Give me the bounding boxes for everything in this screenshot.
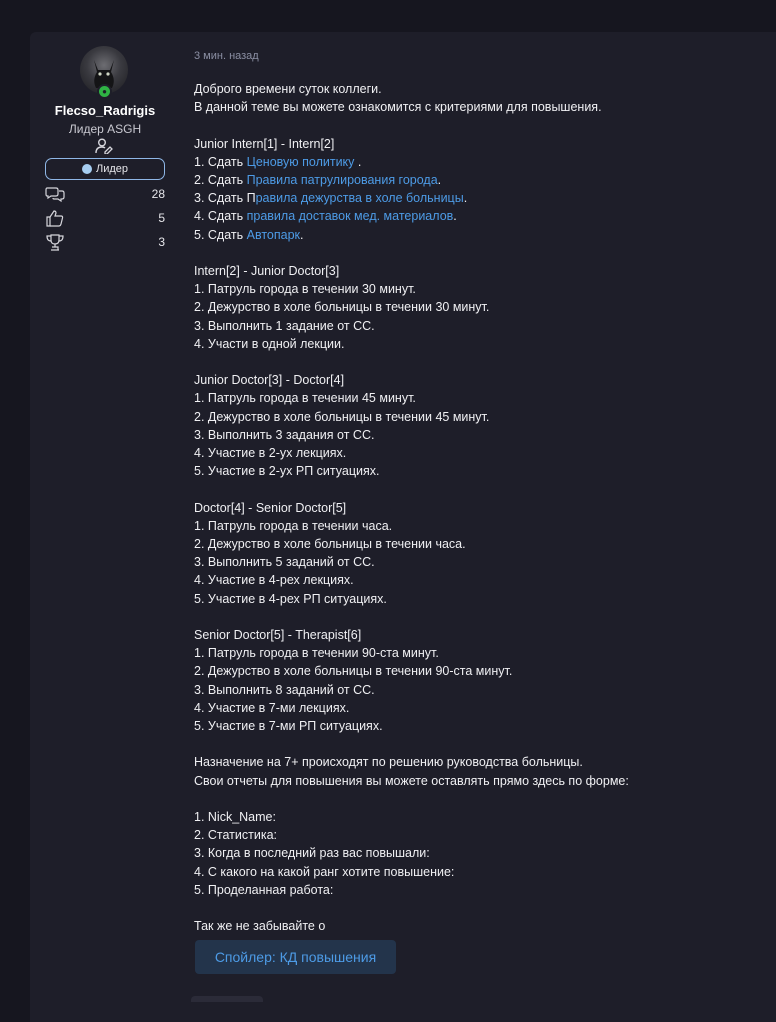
form-line: 5. Проделанная работа: [194, 882, 334, 897]
list-item: 1. Патруль города в течении 30 минут. [194, 282, 416, 297]
user-title: Лидер ASGH [68, 122, 142, 136]
user-badge [45, 158, 165, 180]
list-item: 1. Патруль города в течении часа. [194, 518, 393, 533]
price-policy-link[interactable]: Ценовую политику [246, 154, 355, 169]
user-edit-icon [95, 138, 113, 154]
trophy-icon [45, 233, 65, 251]
list-item: 3. Сдать Правила дежурства в холе больницы. [194, 191, 468, 206]
section-heading: Intern[2] - Junior Doctor[3] [194, 264, 340, 278]
messages-icon [45, 185, 65, 203]
section-heading: Doctor[4] - Senior Doctor[5] [194, 500, 347, 515]
list-item: 4. Сдать правила доставок мед. материалов. [194, 209, 457, 224]
spoiler-button[interactable]: Спойлер: КД повышения [195, 940, 396, 974]
list-item: 1. Сдать Ценовую политику . [194, 154, 362, 169]
list-item: 5. Участие в 2-ух РП ситуациях. [194, 464, 380, 479]
intro-line: В данной теме вы можете ознакомится с критериями для повышения. [194, 100, 602, 115]
closing-line: Так же не забывайте о [194, 919, 326, 934]
intro-line: Доброго времени суток коллеги. [194, 82, 382, 96]
stat-messages [45, 184, 165, 204]
form-line: 1. Nick_Name: [194, 810, 276, 825]
list-item: 3. Выполнить 1 задание от СС. [194, 318, 375, 333]
list-item: 5. Участие в 7-ми РП ситуациях. [194, 719, 383, 734]
online-status-indicator [97, 84, 112, 99]
stat-trophies [45, 232, 165, 252]
thumbs-up-icon [45, 209, 65, 227]
list-item: 4. Участи в одной лекции. [194, 336, 345, 351]
next-element-stub [191, 996, 263, 1002]
list-item: 3. Выполнить 3 задания от СС. [194, 427, 375, 442]
form-line: 2. Статистика: [194, 828, 278, 843]
list-item: 5. Участие в 4-рех РП ситуациях. [194, 591, 387, 606]
username[interactable]: Flecso_Radrigis [54, 103, 156, 118]
note-line: Назначение на 7+ происходят по решению руководства больницы. [194, 755, 583, 770]
section-heading: Junior Doctor[3] - Doctor[4] [194, 373, 345, 388]
list-item: 4. Участие в 4-рех лекциях. [194, 573, 354, 588]
patrol-rules-link[interactable]: Правила патрулирования города [246, 173, 438, 187]
duty-rules-link[interactable]: равила дежурства в холе больницы [255, 191, 464, 206]
list-item: 2. Дежурство в холе больницы в течении часа. [194, 537, 466, 552]
vehicle-fleet-link[interactable]: Автопарк [246, 227, 300, 242]
online-status-icon: ● [99, 86, 110, 97]
note-line: Свои отчеты для повышения вы можете оставлять прямо здесь по форме: [194, 773, 629, 788]
delivery-rules-link[interactable]: правила доставок мед. материалов [246, 209, 454, 224]
badge-dot-icon [82, 164, 92, 174]
list-item: 4. Участие в 7-ми лекциях. [194, 700, 350, 715]
list-item: 2. Дежурство в холе больницы в течении 45 минут. [194, 409, 490, 424]
form-line: 3. Когда в последний раз вас повышали: [194, 846, 430, 861]
list-item: 4. Участие в 2-ух лекциях. [194, 446, 347, 461]
post-body [194, 80, 774, 935]
list-item: 2. Сдать Правила патрулирования города. [194, 173, 442, 187]
stat-messages-value: 28 [151, 187, 165, 201]
stat-trophies-value: 3 [158, 235, 165, 249]
section-heading: Junior Intern[1] - Intern[2] [194, 136, 335, 151]
list-item: 5. Сдать Автопарк. [194, 227, 304, 242]
list-item: 3. Выполнить 8 заданий от СС. [194, 682, 375, 697]
list-item: 1. Патруль города в течении 90-ста минут. [194, 646, 439, 661]
forum-post [30, 32, 776, 1022]
section-heading: Senior Doctor[5] - Therapist[6] [194, 628, 362, 643]
list-item: 2. Дежурство в холе больницы в течении 90-ста минут. [194, 664, 513, 679]
stat-reactions-value: 5 [158, 211, 165, 225]
list-item: 1. Патруль города в течении 45 минут. [194, 391, 416, 406]
list-item: 2. Дежурство в холе больницы в течении 30 минут. [194, 300, 490, 315]
badge-label: Лидер [95, 163, 129, 175]
stat-reactions [45, 208, 165, 228]
form-line: 4. С какого на какой ранг хотите повышение: [194, 864, 455, 879]
post-timestamp[interactable]: 3 мин. назад [194, 50, 259, 62]
list-item: 3. Выполнить 5 заданий от СС. [194, 555, 375, 570]
